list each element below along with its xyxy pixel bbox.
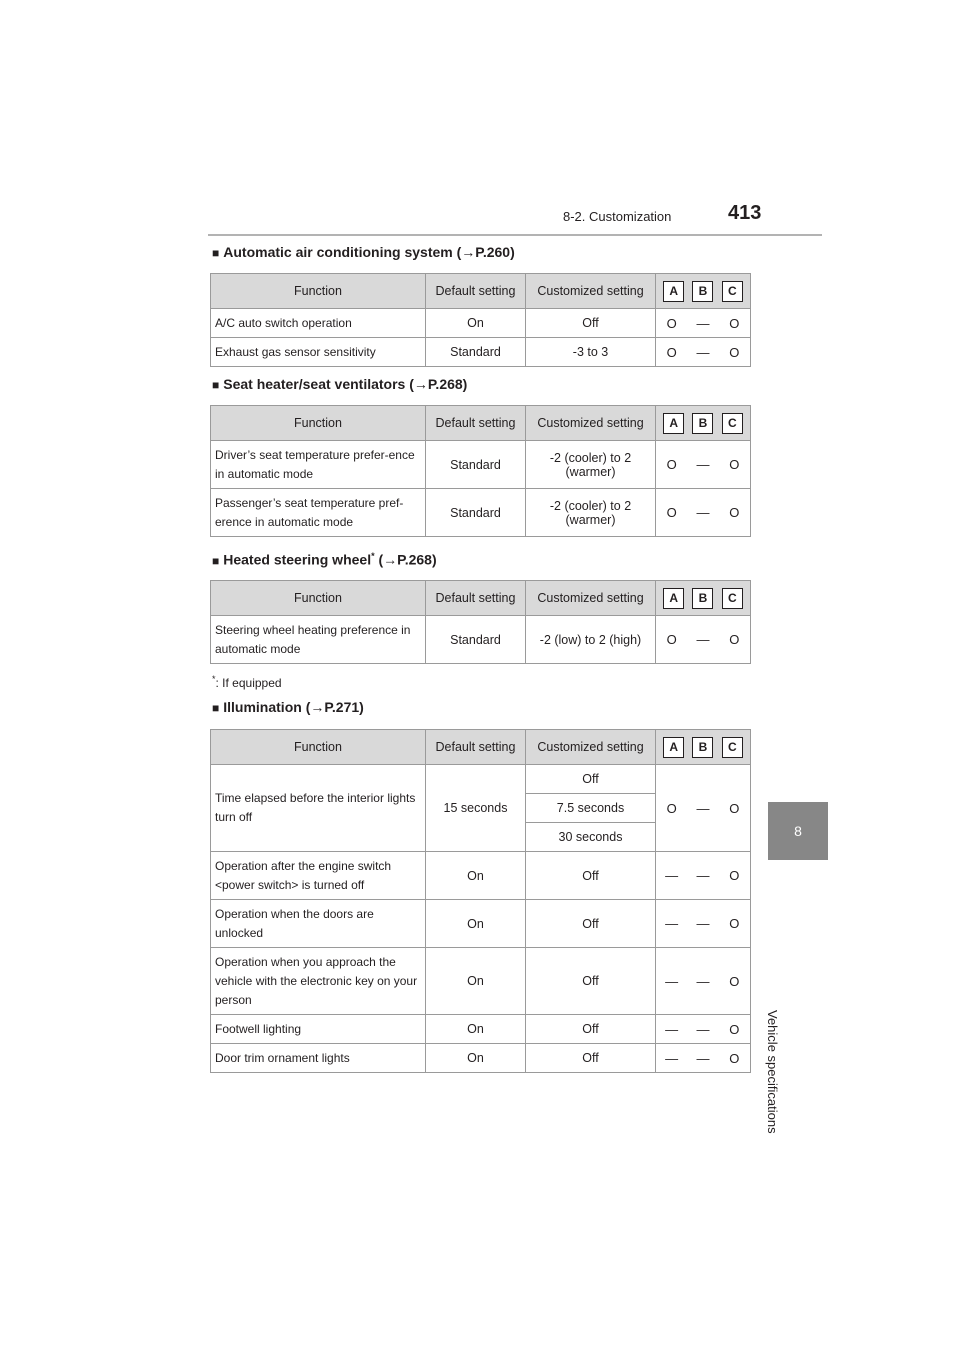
box-a: A [663,281,684,302]
col-function: Function [211,730,426,765]
bullet-square-icon: ■ [212,553,220,568]
table-row: Door trim ornament lights On Off — — O [211,1044,751,1073]
box-b: B [692,281,713,302]
col-function: Function [211,274,426,309]
box-b: B [692,588,713,609]
box-c: C [722,588,743,609]
col-custom: Customized setting [526,274,656,309]
table-header [211,406,751,441]
col-abc [656,581,751,616]
box-c: C [722,737,743,758]
page-number: 413 [728,202,762,224]
box-b: B [692,413,713,434]
col-custom: Customized setting [526,730,656,765]
arrow-icon: → [383,551,398,568]
table-ac [210,273,751,367]
table-row: Exhaust gas sensor sensitivity Standard -3 to 3 O — O [211,338,751,367]
col-abc [656,406,751,441]
arrow-icon: → [413,376,428,392]
section-title: 8-2. Customization [563,209,672,224]
heading-illumination: ■ Illumination (→P.271) [212,699,364,715]
table-row: Operation when the doors are unlocked On Off — — O [211,900,751,948]
table-header [211,581,751,616]
col-function: Function [211,406,426,441]
col-function: Function [211,581,426,616]
box-a: A [663,737,684,758]
table-row: A/C auto switch operation On Off O — O [211,309,751,338]
col-custom: Customized setting [526,581,656,616]
bullet-square-icon: ■ [212,378,220,392]
table-seat [210,405,751,537]
heading-ac: ■ Automatic air conditioning system (→P.260) [212,244,515,260]
col-default: Default setting [426,730,526,765]
table-steering [210,580,751,664]
table-header [211,274,751,309]
bullet-square-icon: ■ [212,246,220,260]
col-default: Default setting [426,581,526,616]
table-header [211,730,751,765]
box-a: A [663,588,684,609]
box-b: B [692,737,713,758]
footnote: *: If equipped [212,674,282,690]
arrow-icon: → [461,244,476,260]
col-abc [656,730,751,765]
table-row: Driver’s seat temperature prefer-ence in automatic mode Standard -2 (cooler) to 2 (warmer) O — O [211,441,751,489]
table-row: Footwell lighting On Off — — O [211,1015,751,1044]
table-row: Time elapsed before the interior lights turn off 15 seconds Off O — O [211,765,751,794]
col-default: Default setting [426,274,526,309]
box-a: A [663,413,684,434]
chapter-tab: 8 [768,802,828,860]
page-header [208,200,822,236]
col-custom: Customized setting [526,406,656,441]
bullet-square-icon: ■ [212,701,220,715]
table-row: Passenger’s seat temperature pref-erence in automatic mode Standard -2 (cooler) to 2 (warmer) O — O [211,489,751,537]
table-row: 30 seconds [211,823,751,852]
box-c: C [722,413,743,434]
col-abc [656,274,751,309]
arrow-icon: → [310,699,325,715]
heading-seat: ■ Seat heater/seat ventilators (→P.268) [212,376,468,392]
box-c: C [722,281,743,302]
table-row: Operation after the engine switch <power switch> is turned off On Off — — O [211,852,751,900]
table-illumination [210,729,751,1073]
col-default: Default setting [426,406,526,441]
table-row: Operation when you approach the vehicle with the electronic key on your person On Off — — O [211,948,751,1015]
table-row: Steering wheel heating preference in automatic mode Standard -2 (low) to 2 (high) O — O [211,616,751,664]
chapter-label: Vehicle specifications [765,1010,780,1134]
table-row: 7.5 seconds [211,794,751,823]
heading-steering: ■ Heated steering wheel* (→P.268) [212,551,437,568]
